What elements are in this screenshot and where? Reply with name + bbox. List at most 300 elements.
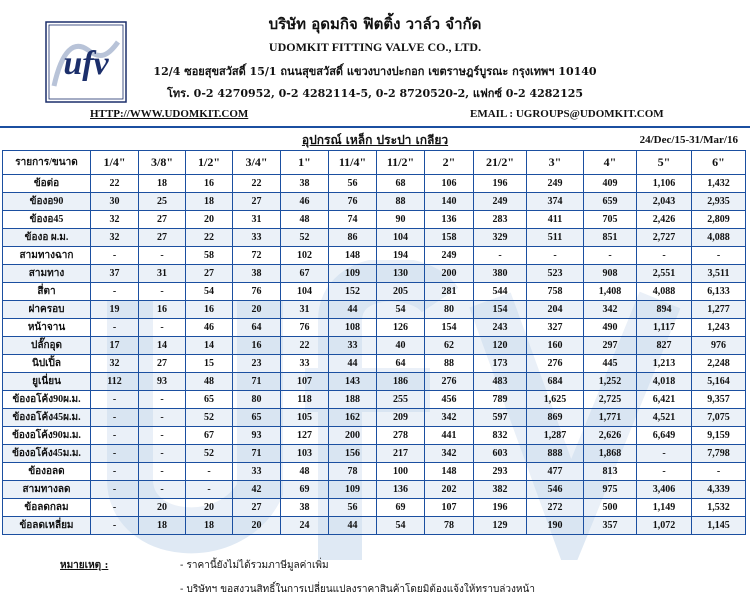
price-cell: 281 <box>425 283 474 301</box>
letterhead <box>0 0 750 132</box>
price-cell: 2,935 <box>692 193 746 211</box>
table-header-row <box>3 151 746 175</box>
price-cell: - <box>637 445 692 463</box>
company-name-english: UDOMKIT FITTING VALVE CO., LTD. <box>268 40 482 54</box>
price-cell: 196 <box>474 499 527 517</box>
price-cell: 22 <box>233 175 281 193</box>
price-cell: 1,149 <box>637 499 692 517</box>
price-cell: 278 <box>377 427 425 445</box>
item-name-cell: ข้องอ ผ.ม. <box>3 229 91 247</box>
price-cell: - <box>91 319 139 337</box>
price-cell: - <box>91 517 139 535</box>
price-cell: 64 <box>377 355 425 373</box>
item-name-cell: ข้องอลด <box>3 463 91 481</box>
price-cell: 107 <box>281 373 329 391</box>
price-cell: - <box>91 391 139 409</box>
price-cell: 342 <box>425 409 474 427</box>
price-cell: 2,725 <box>584 391 637 409</box>
price-cell: 46 <box>186 319 233 337</box>
price-cell: 441 <box>425 427 474 445</box>
price-cell: 76 <box>233 283 281 301</box>
price-cell: 869 <box>527 409 584 427</box>
price-cell: 7,798 <box>692 445 746 463</box>
price-cell: - <box>584 247 637 265</box>
price-cell: 975 <box>584 481 637 499</box>
note-price-change: - บริษัทฯ ขอสงวนสิทธิ์ในการเปลี่ยนแปลงราคาสินค้าโดยมิต้องแจ้งให้ทราบล่วงหน้า <box>180 584 535 595</box>
price-cell: 93 <box>139 373 186 391</box>
price-cell: 456 <box>425 391 474 409</box>
item-name-cell: ข้อลดกลม <box>3 499 91 517</box>
price-cell: 104 <box>377 229 425 247</box>
price-cell: 69 <box>377 499 425 517</box>
price-cell: 1,106 <box>637 175 692 193</box>
price-cell: 6,421 <box>637 391 692 409</box>
price-cell: 2,727 <box>637 229 692 247</box>
table-row <box>3 337 746 355</box>
price-cell: 33 <box>329 337 377 355</box>
price-cell: - <box>139 283 186 301</box>
column-header-size: 6" <box>692 151 746 175</box>
column-header-size: 3/4" <box>233 151 281 175</box>
price-cell: 5,164 <box>692 373 746 391</box>
price-cell: - <box>692 247 746 265</box>
price-cell: 22 <box>281 337 329 355</box>
price-cell: 148 <box>329 247 377 265</box>
price-cell: - <box>91 445 139 463</box>
price-cell: 190 <box>527 517 584 535</box>
price-cell: 18 <box>186 193 233 211</box>
price-cell: - <box>186 463 233 481</box>
column-header-size: 1/2" <box>186 151 233 175</box>
price-cell: 69 <box>281 481 329 499</box>
price-cell: 20 <box>186 499 233 517</box>
price-cell: 276 <box>425 373 474 391</box>
table-row <box>3 373 746 391</box>
price-cell: 154 <box>425 319 474 337</box>
price-cell: 109 <box>329 481 377 499</box>
price-cell: 200 <box>425 265 474 283</box>
price-cell: 20 <box>186 211 233 229</box>
item-name-cell: ข้องอ45 <box>3 211 91 229</box>
price-cell: 2,248 <box>692 355 746 373</box>
price-cell: 88 <box>377 193 425 211</box>
price-cell: 16 <box>186 175 233 193</box>
price-cell: 249 <box>425 247 474 265</box>
price-cell: 80 <box>233 391 281 409</box>
price-cell: 500 <box>584 499 637 517</box>
price-cell: 105 <box>281 409 329 427</box>
price-cell: 209 <box>377 409 425 427</box>
price-cell: - <box>91 283 139 301</box>
item-name-cell: ข้องอโค้ง90ผ.ม. <box>3 391 91 409</box>
price-cell: 156 <box>329 445 377 463</box>
price-cell: 196 <box>474 175 527 193</box>
price-cell: 1,625 <box>527 391 584 409</box>
price-cell: - <box>139 319 186 337</box>
price-cell: 382 <box>474 481 527 499</box>
price-cell: 7,075 <box>692 409 746 427</box>
price-cell: 1,287 <box>527 427 584 445</box>
item-name-cell: สี่ตา <box>3 283 91 301</box>
price-table <box>2 150 746 535</box>
price-cell: 2,043 <box>637 193 692 211</box>
price-cell: - <box>139 247 186 265</box>
price-cell: 3,406 <box>637 481 692 499</box>
price-cell: 200 <box>329 427 377 445</box>
price-cell: 188 <box>329 391 377 409</box>
item-name-cell: สามทางลด <box>3 481 91 499</box>
price-cell: 789 <box>474 391 527 409</box>
price-cell: 255 <box>377 391 425 409</box>
logo-text: ufv <box>63 45 109 82</box>
price-cell: 78 <box>329 463 377 481</box>
table-row <box>3 211 746 229</box>
price-cell: 80 <box>425 301 474 319</box>
price-cell: 48 <box>281 211 329 229</box>
price-cell: - <box>139 391 186 409</box>
price-cell: 813 <box>584 463 637 481</box>
date-range: 24/Dec/15-31/Mar/16 <box>639 134 738 146</box>
price-cell: 42 <box>233 481 281 499</box>
price-cell: 31 <box>233 211 281 229</box>
column-header-size: 11/4" <box>329 151 377 175</box>
price-cell: 411 <box>527 211 584 229</box>
table-row <box>3 463 746 481</box>
price-cell: 1,252 <box>584 373 637 391</box>
price-cell: 894 <box>637 301 692 319</box>
price-cell: 603 <box>474 445 527 463</box>
price-list-title: อุปกรณ์ เหล็ก ประปา เกลียว <box>301 133 449 147</box>
header-divider <box>0 126 750 128</box>
price-cell: - <box>637 463 692 481</box>
price-cell: - <box>91 247 139 265</box>
column-header-size: 3" <box>527 151 584 175</box>
table-row <box>3 301 746 319</box>
price-cell: 136 <box>377 481 425 499</box>
price-cell: 130 <box>377 265 425 283</box>
price-cell: 1,213 <box>637 355 692 373</box>
price-cell: 54 <box>377 517 425 535</box>
price-cell: 62 <box>425 337 474 355</box>
price-cell: 4,088 <box>637 283 692 301</box>
price-cell: 20 <box>139 499 186 517</box>
price-cell: 1,243 <box>692 319 746 337</box>
price-cell: 293 <box>474 463 527 481</box>
price-cell: 93 <box>233 427 281 445</box>
price-cell: 160 <box>527 337 584 355</box>
table-row <box>3 499 746 517</box>
price-cell: 249 <box>474 193 527 211</box>
price-cell: 2,809 <box>692 211 746 229</box>
price-cell: 104 <box>281 283 329 301</box>
price-cell: 329 <box>474 229 527 247</box>
price-cell: 71 <box>233 373 281 391</box>
price-cell: 78 <box>425 517 474 535</box>
price-cell: - <box>186 481 233 499</box>
price-cell: 342 <box>425 445 474 463</box>
price-cell: 1,072 <box>637 517 692 535</box>
price-cell: 1,145 <box>692 517 746 535</box>
price-cell: 152 <box>329 283 377 301</box>
price-cell: 276 <box>527 355 584 373</box>
price-cell: 9,357 <box>692 391 746 409</box>
price-cell: 25 <box>139 193 186 211</box>
price-cell: 64 <box>233 319 281 337</box>
price-cell: 1,532 <box>692 499 746 517</box>
price-cell: - <box>527 247 584 265</box>
table-row <box>3 427 746 445</box>
price-cell: 38 <box>281 175 329 193</box>
price-cell: - <box>139 481 186 499</box>
price-cell: 148 <box>425 463 474 481</box>
price-cell: 118 <box>281 391 329 409</box>
price-cell: 90 <box>377 211 425 229</box>
column-header-item: รายการ/ขนาด <box>3 151 91 175</box>
price-cell: 272 <box>527 499 584 517</box>
price-cell: 27 <box>233 499 281 517</box>
company-phone: โทร. 0-2 4270952, 0-2 4282114-5, 0-2 8720520-2, แฟกซ์ 0-2 4282125 <box>166 87 584 100</box>
price-cell: 14 <box>186 337 233 355</box>
price-cell: 1,432 <box>692 175 746 193</box>
table-row <box>3 481 746 499</box>
price-cell: 18 <box>139 175 186 193</box>
table-row <box>3 265 746 283</box>
price-cell: 129 <box>474 517 527 535</box>
price-cell: - <box>139 463 186 481</box>
price-cell: 597 <box>474 409 527 427</box>
price-cell: 380 <box>474 265 527 283</box>
column-header-size: 1" <box>281 151 329 175</box>
price-cell: - <box>139 409 186 427</box>
price-cell: 143 <box>329 373 377 391</box>
price-cell: 33 <box>233 229 281 247</box>
price-cell: 357 <box>584 517 637 535</box>
price-cell: 38 <box>281 499 329 517</box>
table-row <box>3 229 746 247</box>
price-cell: 1,277 <box>692 301 746 319</box>
price-cell: - <box>474 247 527 265</box>
price-cell: 3,511 <box>692 265 746 283</box>
price-cell: 705 <box>584 211 637 229</box>
price-cell: 511 <box>527 229 584 247</box>
price-cell: 490 <box>584 319 637 337</box>
price-cell: 102 <box>281 247 329 265</box>
price-cell: 67 <box>281 265 329 283</box>
item-name-cell: ข้องอโค้ง45ม.ม. <box>3 445 91 463</box>
price-cell: 243 <box>474 319 527 337</box>
price-cell: 67 <box>186 427 233 445</box>
price-cell: 6,649 <box>637 427 692 445</box>
price-cell: 4,088 <box>692 229 746 247</box>
item-name-cell: ปลั๊กอุด <box>3 337 91 355</box>
price-cell: 16 <box>139 301 186 319</box>
email-address: EMAIL : UGROUPS@UDOMKIT.COM <box>470 108 664 120</box>
price-cell: 24 <box>281 517 329 535</box>
price-cell: 44 <box>329 517 377 535</box>
item-name-cell: นิปเปิ้ล <box>3 355 91 373</box>
price-cell: 33 <box>233 463 281 481</box>
table-row <box>3 517 746 535</box>
price-cell: 140 <box>425 193 474 211</box>
table-row <box>3 193 746 211</box>
price-cell: 217 <box>377 445 425 463</box>
table-row <box>3 175 746 193</box>
price-cell: 2,551 <box>637 265 692 283</box>
table-row <box>3 445 746 463</box>
table-row <box>3 283 746 301</box>
price-cell: 16 <box>233 337 281 355</box>
price-cell: 546 <box>527 481 584 499</box>
price-cell: 327 <box>527 319 584 337</box>
price-cell: 2,426 <box>637 211 692 229</box>
price-cell: 136 <box>425 211 474 229</box>
table-row <box>3 355 746 373</box>
price-cell: 202 <box>425 481 474 499</box>
price-cell: 68 <box>377 175 425 193</box>
price-cell: 544 <box>474 283 527 301</box>
price-cell: 27 <box>139 211 186 229</box>
price-cell: 32 <box>91 211 139 229</box>
price-cell: 477 <box>527 463 584 481</box>
item-name-cell: ข้อลดเหลี่ยม <box>3 517 91 535</box>
item-name-cell: สามทางฉาก <box>3 247 91 265</box>
price-cell: 72 <box>233 247 281 265</box>
price-cell: 120 <box>474 337 527 355</box>
price-cell: 103 <box>281 445 329 463</box>
price-cell: 30 <box>91 193 139 211</box>
table-body <box>3 175 746 535</box>
price-cell: 173 <box>474 355 527 373</box>
price-cell: 483 <box>474 373 527 391</box>
price-cell: 48 <box>186 373 233 391</box>
price-cell: - <box>91 427 139 445</box>
price-cell: 18 <box>139 517 186 535</box>
price-cell: 54 <box>186 283 233 301</box>
price-cell: 1,868 <box>584 445 637 463</box>
price-cell: 32 <box>91 355 139 373</box>
price-cell: 1,771 <box>584 409 637 427</box>
price-cell: 888 <box>527 445 584 463</box>
item-name-cell: ข้องอโค้ง45ผ.ม. <box>3 409 91 427</box>
company-name-thai: บริษัท อุดมกิจ ฟิตติ้ง วาล์ว จำกัด <box>268 15 482 33</box>
price-cell: 445 <box>584 355 637 373</box>
price-cell: 976 <box>692 337 746 355</box>
price-cell: - <box>91 481 139 499</box>
column-header-size: 3/8" <box>139 151 186 175</box>
item-name-cell: ฝาครอบ <box>3 301 91 319</box>
column-header-size: 11/2" <box>377 151 425 175</box>
price-cell: 65 <box>186 391 233 409</box>
price-cell: 27 <box>139 355 186 373</box>
price-cell: 127 <box>281 427 329 445</box>
column-header-size: 5" <box>637 151 692 175</box>
price-cell: 2,626 <box>584 427 637 445</box>
price-cell: 88 <box>425 355 474 373</box>
notes-label: หมายเหตุ : <box>60 560 109 571</box>
price-cell: 1,408 <box>584 283 637 301</box>
price-cell: 18 <box>186 517 233 535</box>
price-cell: 44 <box>329 355 377 373</box>
price-cell: 342 <box>584 301 637 319</box>
price-cell: 38 <box>233 265 281 283</box>
price-cell: 249 <box>527 175 584 193</box>
company-address: 12/4 ซอยสุขสวัสดิ์ 15/1 ถนนสุขสวัสดิ์ แขวงบางปะกอก เขตราษฎร์บูรณะ กรุงเทพฯ 10140 <box>153 65 597 78</box>
price-cell: - <box>139 445 186 463</box>
price-cell: - <box>637 247 692 265</box>
price-cell: 27 <box>139 229 186 247</box>
item-name-cell: ข้อต่อ <box>3 175 91 193</box>
table-row <box>3 391 746 409</box>
price-cell: 297 <box>584 337 637 355</box>
price-cell: 20 <box>233 301 281 319</box>
price-cell: 31 <box>139 265 186 283</box>
price-cell: 71 <box>233 445 281 463</box>
table-row <box>3 409 746 427</box>
price-cell: 100 <box>377 463 425 481</box>
price-cell: 851 <box>584 229 637 247</box>
price-cell: 20 <box>233 517 281 535</box>
price-cell: 86 <box>329 229 377 247</box>
price-cell: 154 <box>474 301 527 319</box>
price-cell: 22 <box>186 229 233 247</box>
column-header-size: 21/2" <box>474 151 527 175</box>
price-cell: 107 <box>425 499 474 517</box>
price-cell: 16 <box>186 301 233 319</box>
price-cell: 40 <box>377 337 425 355</box>
column-header-size: 4" <box>584 151 637 175</box>
price-cell: 14 <box>139 337 186 355</box>
price-cell: 126 <box>377 319 425 337</box>
price-cell: 908 <box>584 265 637 283</box>
price-cell: 76 <box>281 319 329 337</box>
price-cell: 76 <box>329 193 377 211</box>
price-cell: 74 <box>329 211 377 229</box>
item-name-cell: ข้องอโค้ง90ม.ม. <box>3 427 91 445</box>
price-cell: 33 <box>281 355 329 373</box>
price-cell: - <box>91 409 139 427</box>
price-cell: 106 <box>425 175 474 193</box>
price-cell: 46 <box>281 193 329 211</box>
price-cell: 409 <box>584 175 637 193</box>
price-cell: 659 <box>584 193 637 211</box>
price-cell: 19 <box>91 301 139 319</box>
price-cell: 27 <box>186 265 233 283</box>
price-cell: 32 <box>91 229 139 247</box>
note-vat: - ราคานี้ยังไม่ได้รวมภาษีมูลค่าเพิ่ม <box>180 560 329 571</box>
price-cell: 9,159 <box>692 427 746 445</box>
price-cell: 523 <box>527 265 584 283</box>
price-cell: - <box>91 499 139 517</box>
price-cell: 4,521 <box>637 409 692 427</box>
price-cell: - <box>692 463 746 481</box>
column-header-size: 1/4" <box>91 151 139 175</box>
price-cell: 56 <box>329 499 377 517</box>
price-cell: 186 <box>377 373 425 391</box>
price-cell: 4,339 <box>692 481 746 499</box>
price-cell: 15 <box>186 355 233 373</box>
price-cell: 204 <box>527 301 584 319</box>
price-cell: 112 <box>91 373 139 391</box>
price-cell: 374 <box>527 193 584 211</box>
price-cell: 4,018 <box>637 373 692 391</box>
price-cell: 52 <box>186 409 233 427</box>
table-row <box>3 319 746 337</box>
price-cell: 158 <box>425 229 474 247</box>
price-cell: 205 <box>377 283 425 301</box>
price-cell: 65 <box>233 409 281 427</box>
website-link[interactable]: HTTP://WWW.UDOMKIT.COM <box>90 108 249 120</box>
price-cell: 17 <box>91 337 139 355</box>
